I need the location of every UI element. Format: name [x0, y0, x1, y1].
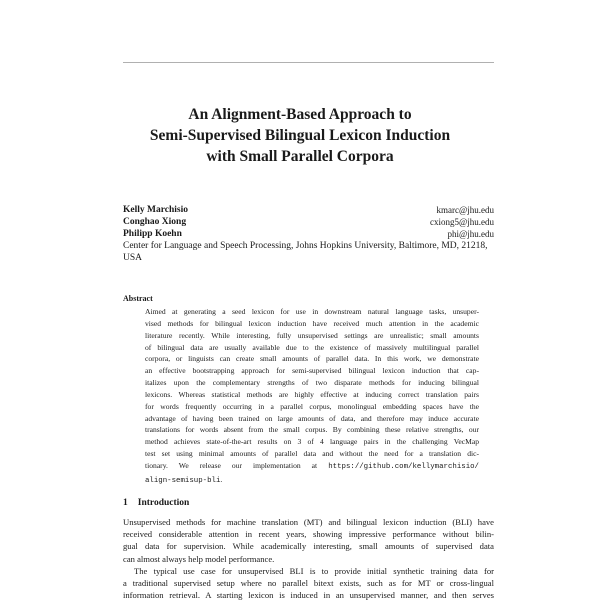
intro-line: received considerable attention in recent years, showing impressive performance without bilin- — [123, 529, 494, 540]
abstract-line: of bilingual data are usually available due to the existence of massively multilingual parallel — [145, 342, 479, 352]
introduction-body — [123, 516, 494, 601]
affiliation-line: Center for Language and Speech Processing, Johns Hopkins University, Baltimore, MD, 21218, — [123, 241, 488, 251]
affiliation-line: USA — [123, 253, 143, 263]
abstract-heading: Abstract — [123, 294, 153, 303]
author-name: Philipp Koehn — [123, 229, 182, 239]
intro-line: gual data for supervision. While academically interesting, small amounts of supervised data — [123, 541, 494, 552]
abstract-release-line — [145, 460, 479, 474]
abstract-line: method achieves state-of-the-art results on 3 of 4 language pairs in the challenging VecMap — [145, 437, 479, 447]
repo-url-link[interactable]: https://github.com/kellymarchisio/ — [328, 462, 479, 471]
section-number: 1 — [123, 498, 128, 508]
abstract-line: literature recently. While interesting, fully unsupervised settings are unrealistic; small amounts — [145, 330, 479, 340]
title-line: with Small Parallel Corpora — [206, 148, 394, 165]
title-line: An Alignment-Based Approach to — [188, 106, 412, 123]
intro-line: information retrieval. A starting lexicon is induced in an unsupervised manner, and then serves — [123, 590, 494, 601]
abstract-line: test set using minimal amounts of parallel data and without the need for a translation dic- — [145, 449, 479, 459]
author-row — [123, 204, 494, 216]
abstract-line: lexicons. Whereas statistical methods are highly effective at inducing correct translation pairs — [145, 389, 479, 399]
url-period: . — [220, 474, 223, 484]
author-name: Kelly Marchisio — [123, 205, 188, 215]
author-row — [123, 228, 494, 240]
author-email: phi@jhu.edu — [447, 229, 494, 239]
intro-line: can almost always help model performance. — [123, 553, 275, 564]
abstract-line: translations for words absent from the small corpus. By combining these relative strengths, our — [145, 425, 479, 435]
abstract-line: corpora, or linguists can create small amounts of parallel data. In this work, we demonstrate — [145, 354, 479, 364]
author-email: cxiong5@jhu.edu — [429, 217, 494, 227]
title-line: Semi-Supervised Bilingual Lexicon Induction — [149, 127, 451, 144]
affiliation — [123, 240, 494, 264]
abstract-line: for words frequently occurring in a parallel corpus, monolingual embedding spaces have the — [145, 401, 479, 411]
top-rule — [123, 62, 494, 63]
abstract-body — [145, 306, 479, 488]
paper-title — [100, 104, 500, 167]
abstract-line: Aimed at generating a seed lexicon for use in downstream natural language tasks, unsuper- — [145, 307, 479, 316]
author-row — [123, 216, 494, 228]
release-text: tionary. We release our implementation at — [145, 460, 318, 470]
section-title: Introduction — [137, 498, 190, 508]
abstract-line — [145, 474, 479, 488]
intro-line: a traditional supervised setup where no parallel bitext exists, such as for MT or cross-lingual — [123, 578, 494, 589]
author-email: kmarc@jhu.edu — [436, 205, 494, 215]
abstract-line: vised methods for bilingual lexicon induction have received much attention in the academic — [145, 318, 479, 328]
intro-line: The typical use case for unsupervised BLI is to provide initial synthetic training data for — [134, 565, 494, 576]
section-heading — [123, 498, 189, 508]
repo-url-link[interactable]: align-semisup-bli — [145, 476, 221, 485]
intro-line: Unsupervised methods for machine translation (MT) and bilingual lexicon induction (BLI) have — [123, 517, 494, 527]
author-block — [123, 204, 494, 264]
abstract-line: advantage of having been trained on large amounts of data, and therefore may induce accurate — [145, 413, 479, 423]
author-name: Conghao Xiong — [123, 217, 187, 227]
abstract-line: italizes upon the complementary strengths of two disparate methods for inducing bilingual — [145, 378, 479, 388]
abstract-line: an effective bootstrapping approach for semi-supervised bilingual lexicon induction that cap- — [145, 366, 479, 376]
